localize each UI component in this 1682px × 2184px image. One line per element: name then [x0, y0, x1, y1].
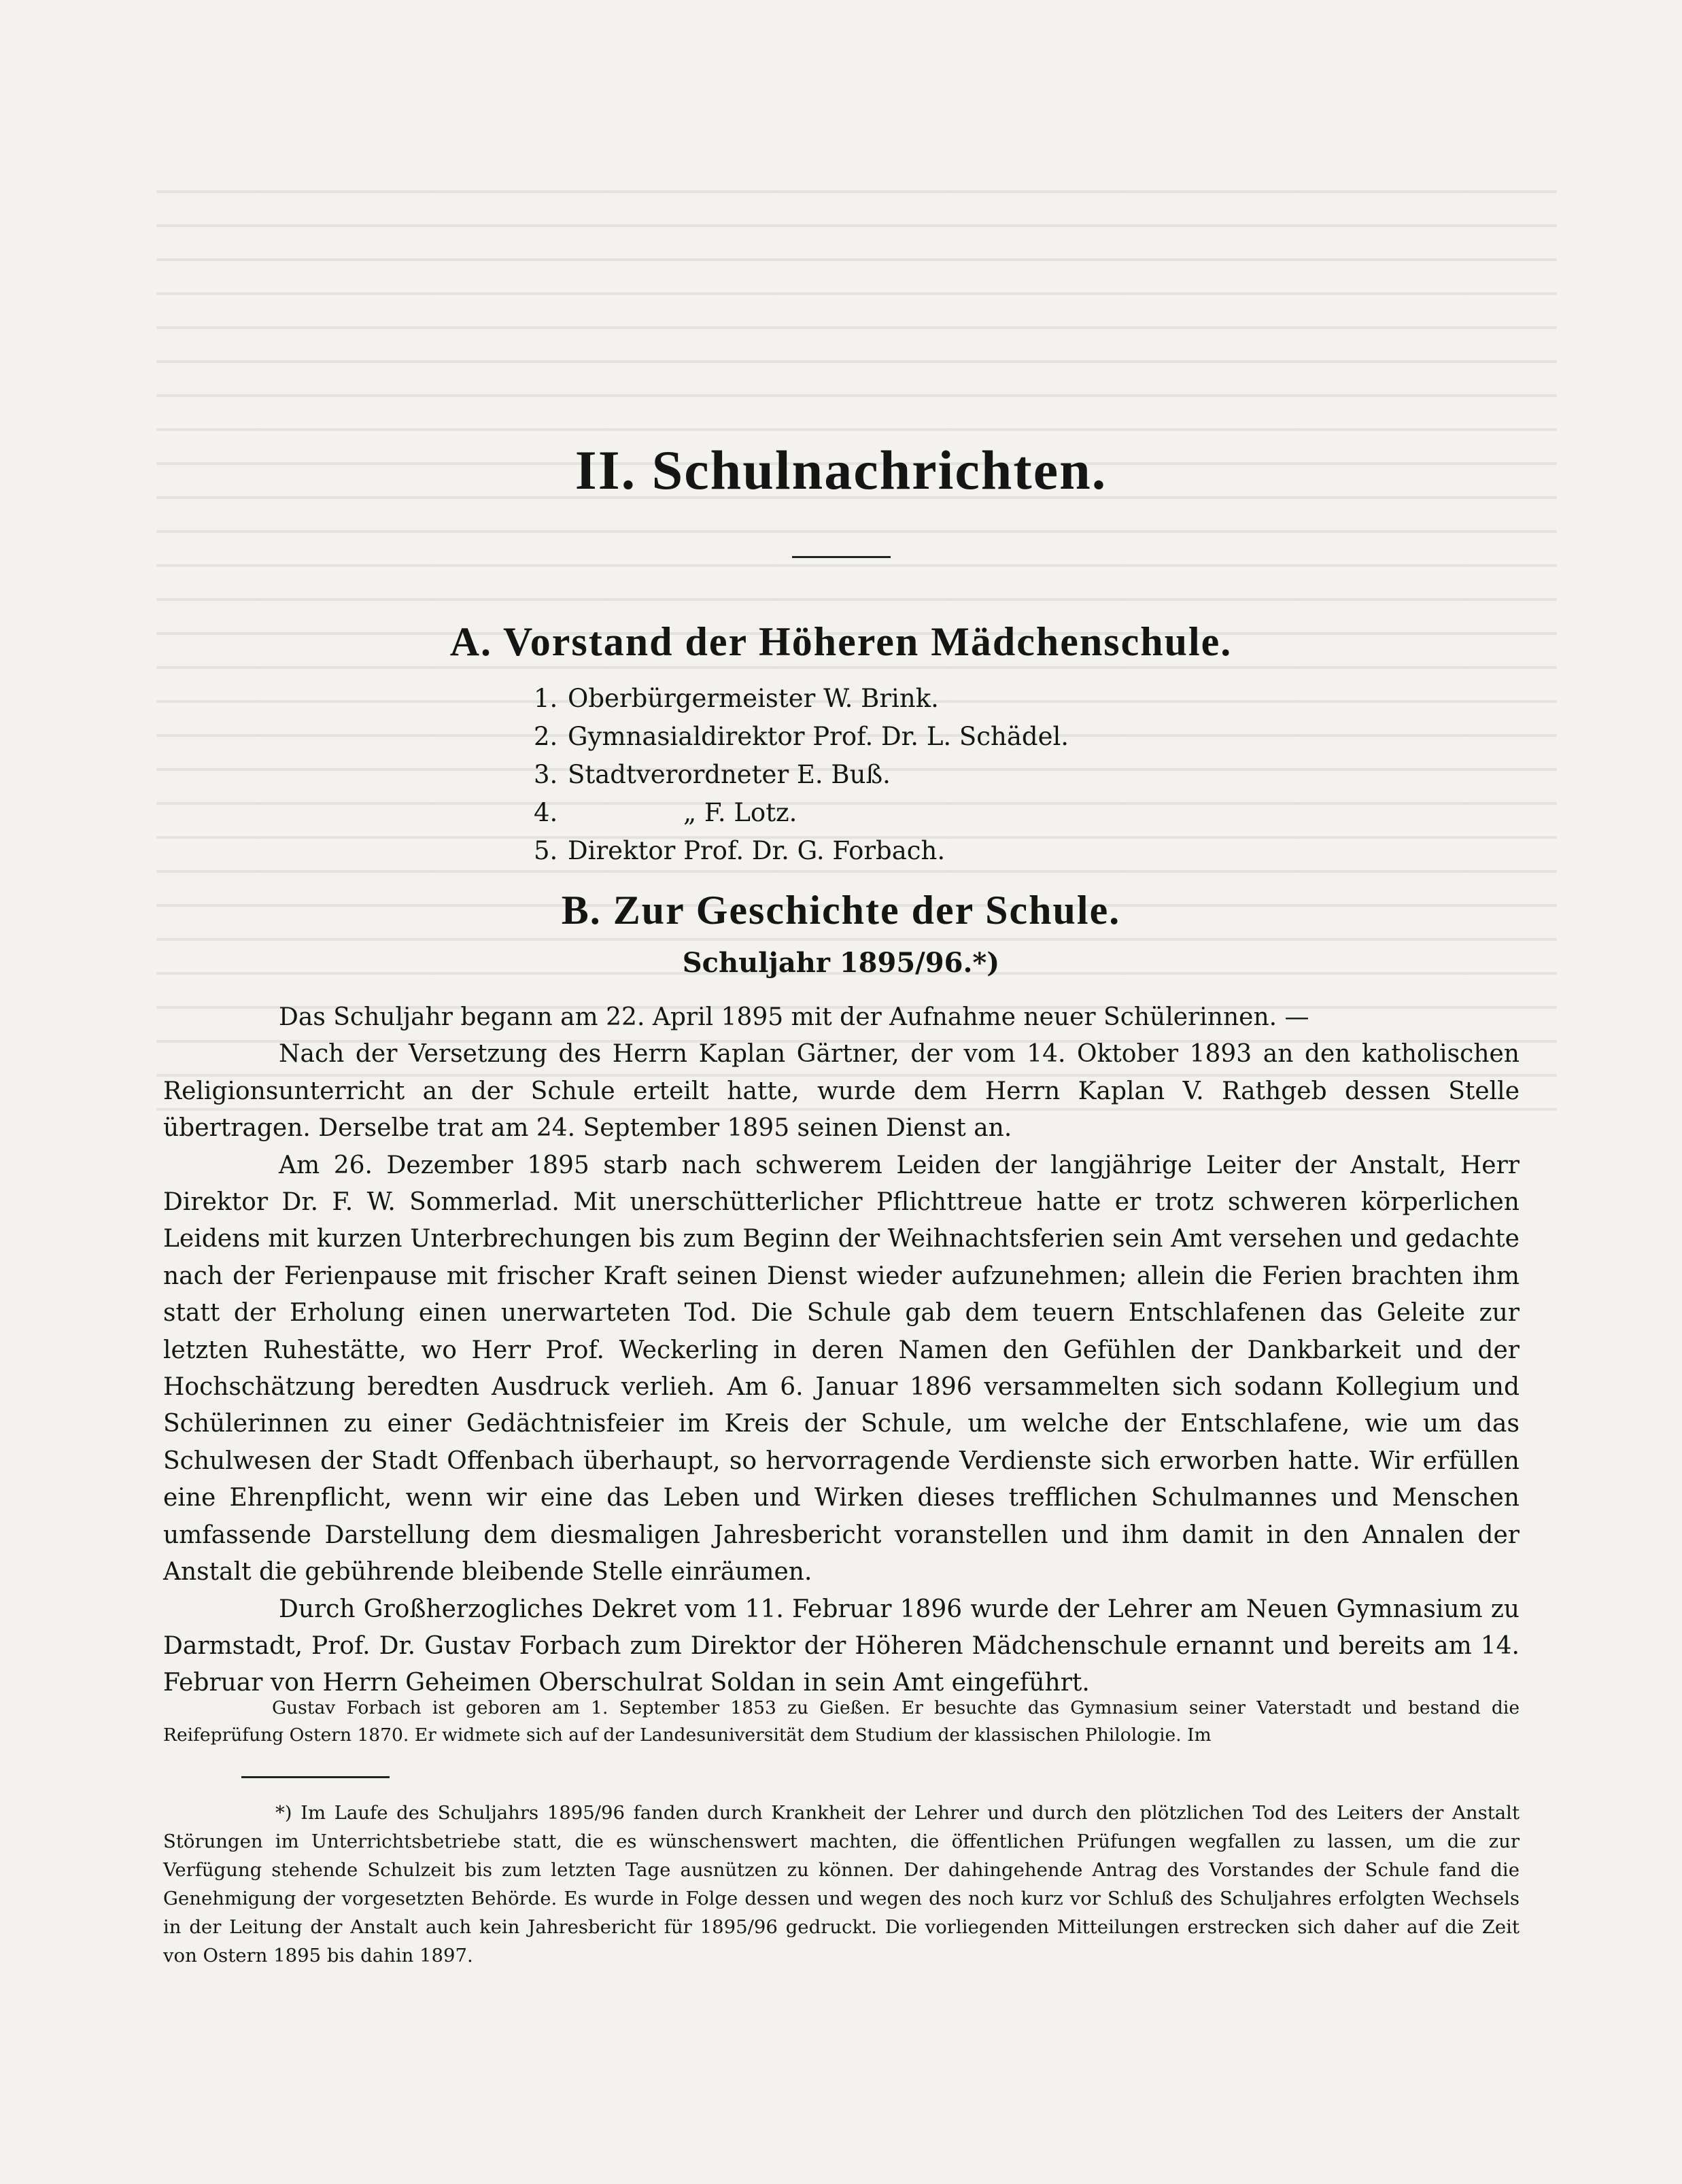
history-text [163, 999, 1520, 1702]
footnote-rule [241, 1776, 390, 1778]
list-item [534, 794, 1069, 832]
paragraph: Am 26. Dezember 1895 starb nach schwerem Leiden der langjährige Leiter der Anstalt, Herr Direktor Dr. F. W. Sommerlad. Mit unerschütterlicher Pflichttreue hatte er trotz schweren körperlichen Leidens mit kurzen Unterbrechungen bis zum Beginn der Weihnachtsferien sein Amt versehen und gedachte nach der Ferienpause mit frischer Kraft seinen Dienst wieder aufzunehmen; allein die Ferien brachten ihm statt der Erholung einen unerwarteten Tod. Die Schule gab dem teuern Entschlafenen das Geleite zur letzten Ruhestätte, wo Herr Prof. Weckerling in deren Namen den Gefühlen der Dankbarkeit und der Hochschätzung beredten Ausdruck verlieh. Am 6. Januar 1896 versammelten sich sodann Kollegium und Schülerinnen zu einer Gedächtnisfeier im Kreis der Schule, um welche der Entschlafene, wie um das Schulwesen der Stadt Offenbach überhaupt, so hervorragende Verdienste sich erworben hatte. Wir erfüllen eine Ehrenpflicht, wenn wir eine das Leben und Wirken dieses trefflichen Schulmannes und Menschen umfassende Darstellung dem diesmaligen Jahresbericht voranstellen und ihm damit in den Annalen der Anstalt die gebührende bleibende Stelle einräumen. [163, 1151, 1520, 1587]
biography-text: Gustav Forbach ist geboren am 1. September 1853 zu Gießen. Er besuchte das Gymnasium seiner Vaterstadt und bestand die Reifeprüfung Ostern 1870. Er widmete sich auf der Landesuniversität dem Studium der klassischen Philologie. Im [163, 1697, 1520, 1746]
list-item [534, 832, 1069, 870]
item-text: „ F. Lotz. [683, 798, 797, 827]
item-text: Gymnasialdirektor Prof. Dr. L. Schädel. [568, 722, 1069, 751]
item-number: 2. [534, 722, 558, 751]
paragraph: Das Schuljahr begann am 22. April 1895 mit der Aufnahme neuer Schülerinnen. — [279, 1003, 1309, 1031]
page-title: II. Schulnachrichten. [574, 439, 1108, 501]
section-a-heading: A. Vorstand der Höheren Mädchenschule. [449, 619, 1233, 664]
item-number: 5. [534, 836, 558, 865]
item-number: 1. [534, 684, 558, 713]
director-biography [163, 1695, 1520, 1749]
item-text: Oberbürgermeister W. Brink. [568, 684, 939, 713]
footnote-text: *) Im Laufe des Schuljahrs 1895/96 fanden durch Krankheit der Lehrer und durch den plötzlichen Tod des Leiters der Anstalt Störungen im Unterrichtsbetriebe statt, die es wünschenswert machten, die öffentlichen Prüfungen wegfallen zu lassen, um die zur Verfügung stehende Schulzeit bis zum letzten Tage ausnützen zu können. Der dahingehende Antrag des Vorstandes der Schule fand die Genehmigung der vorgesetzten Behörde. Es wurde in Folge dessen und wegen des noch kurz vor Schluß des Schuljahres erfolgten Wechsels in der Leitung der Anstalt auch kein Jahresbericht für 1895/96 gedruckt. Die vorliegenden Mitteilungen erstrecken sich daher auf die Zeit von Ostern 1895 bis dahin 1897. [163, 1802, 1520, 1966]
section-b-heading: B. Zur Geschichte der Schule. [561, 888, 1121, 933]
item-text: Stadtverordneter E. Buß. [568, 760, 891, 789]
list-item [534, 756, 1069, 794]
list-item [534, 718, 1069, 756]
item-text: Direktor Prof. Dr. G. Forbach. [568, 836, 946, 865]
item-number: 3. [534, 760, 558, 789]
paragraph: Durch Großherzogliches Dekret vom 11. Februar 1896 wurde der Lehrer am Neuen Gymnasium zu Darmstadt, Prof. Dr. Gustav Forbach zum Direktor der Höheren Mädchenschule ernannt und bereits am 14. Februar von Herrn Geheimen Oberschulrat Soldan in sein Amt eingeführt. [163, 1595, 1520, 1697]
school-year-heading: Schuljahr 1895/96.*) [682, 947, 1000, 979]
title-rule [792, 556, 891, 558]
footnote [163, 1799, 1520, 1970]
list-item [534, 680, 1069, 718]
board-members-list [534, 680, 1069, 870]
item-number: 4. [534, 798, 558, 827]
paragraph: Nach der Versetzung des Herrn Kaplan Gärtner, der vom 14. Oktober 1893 an den katholischen Religionsunterricht an der Schule erteilt hatte, wurde dem Herrn Kaplan V. Rathgeb dessen Stelle übertragen. Derselbe trat am 24. September 1895 seinen Dienst an. [163, 1040, 1520, 1143]
